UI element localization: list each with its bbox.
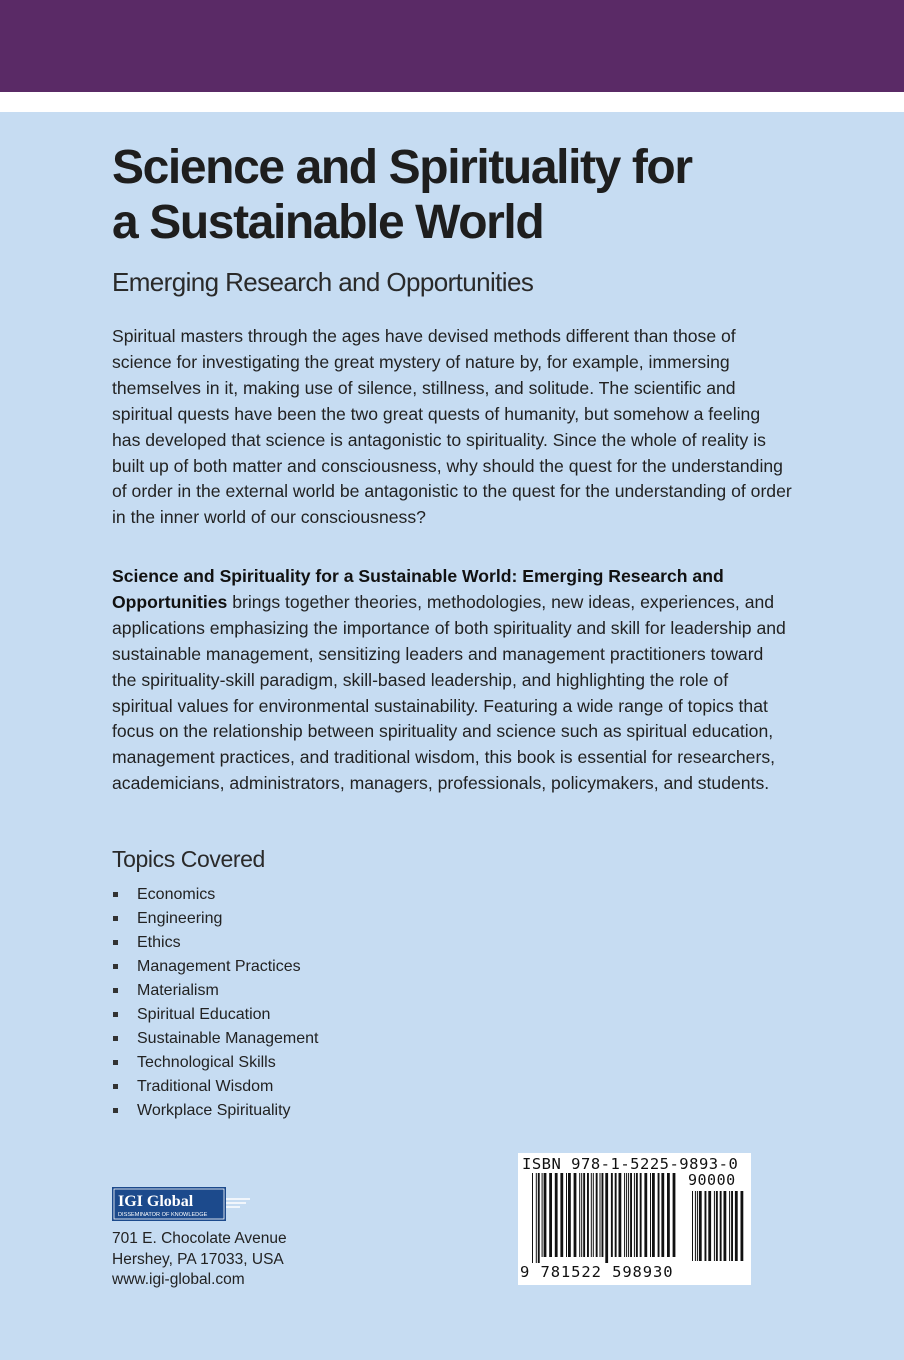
barcode-bar [593,1173,594,1257]
barcode-bar [650,1173,651,1257]
barcode-bar [714,1191,715,1261]
topic-item: Traditional Wisdom [112,1075,318,1099]
addon-barcode-bars [692,1191,746,1263]
barcode-bar [611,1173,613,1257]
barcode-bar [555,1173,558,1257]
igi-global-logo [112,1187,252,1223]
logo-wordmark: IGI Global [118,1193,194,1210]
barcode-bar [716,1191,718,1261]
barcode-bar [705,1191,707,1261]
description-paragraph-2 [112,564,792,797]
topic-item: Spiritual Education [112,1003,318,1027]
barcode-bar [596,1173,598,1257]
barcode-bar [720,1191,722,1261]
barcode-bar [602,1173,604,1257]
address-city: Hershey, PA 17033, USA [112,1250,284,1268]
barcode-bar [731,1191,733,1261]
address-street: 701 E. Chocolate Avenue [112,1230,287,1247]
book-title-line-1: Science and Spirituality for [112,141,692,194]
description-paragraph-2-text: brings together theories, methodologies, new ideas, experiences, and applications emphasizing the importance of both spirituality and skill for leadership and sustainable management, sensitizing leaders and management practitioners toward the spirituality-skill paradigm, skill-based leadership, and highlighting the role of spiritual values for environmental sustainability. Featuring a wide range of topics that focus on the relationship between spirituality and science such as spiritual education, management practices, and traditional wisdom, this book is essential for researchers, academicians, administrators, managers, professionals, policymakers, and students. [112,591,786,794]
barcode-bar [640,1173,642,1257]
barcode-bar [600,1173,601,1257]
topic-item: Technological Skills [112,1051,318,1075]
barcode-bar [724,1191,727,1261]
barcode-bar [636,1173,638,1257]
barcode-bar [699,1191,702,1261]
barcode-bar [667,1173,670,1257]
barcode-bar [630,1173,632,1257]
barcode-bar [579,1173,580,1257]
barcode-bar [692,1191,693,1261]
logo-tagline: DISSEMINATOR OF KNOWLEDGE [118,1212,208,1218]
barcode-bar [673,1173,676,1257]
barcode-bar [538,1173,540,1263]
ean-digits: 9 781522 598930 [520,1263,674,1281]
description-paragraph-1: Spiritual masters through the ages have devised methods different than those of science for investigating the great mystery of nature by, for example, immersing themselves in it, making use of silence, stillness, and solitude. The scientific and spiritual quests have been the two great quests of humanity, but somehow a feeling has developed that science is antagonistic to spirituality. Since the whole of reality is built up of both matter and consciousness, why should the quest for the understanding of order in the external world be antagonistic to the quest for the understanding of order in the inner world of our consciousness? [112,326,792,528]
barcode-bar [536,1173,537,1263]
barcode-bar [695,1191,696,1261]
barcode-bar [542,1173,543,1257]
topic-item: Economics [112,883,318,907]
book-title-line-2: a Sustainable World [112,196,544,249]
barcode-bar [544,1173,547,1257]
topic-item: Ethics [112,931,318,955]
barcode-bar [615,1173,617,1257]
barcode-bar [644,1173,647,1257]
barcode-bar [581,1173,582,1257]
barcode-bar [729,1191,730,1261]
topic-item: Sustainable Management [112,1027,318,1051]
book-title [112,140,832,250]
barcode-bar [574,1173,577,1257]
price-code: 90000 [688,1171,736,1189]
barcode-bar [566,1173,567,1257]
ean-barcode-bars [532,1173,682,1263]
barcode-bar [708,1191,711,1261]
barcode-bar [560,1173,563,1257]
barcode-bar [628,1173,629,1257]
topics-list [112,883,318,1123]
publisher-website: www.igi-global.com [112,1271,245,1288]
barcode-bar [741,1191,744,1261]
isbn-barcode [518,1153,751,1285]
barcode-bar [626,1173,627,1257]
barcode-bar [624,1173,625,1257]
barcode-bar [652,1173,655,1257]
white-divider-band [0,92,904,112]
barcode-bar [658,1173,660,1257]
barcode-bar [605,1173,608,1263]
topic-item: Management Practices [112,955,318,979]
barcode-bar [661,1173,664,1257]
topics-heading: Topics Covered [112,846,265,872]
barcode-bar [697,1191,698,1261]
barcode-bar [735,1191,738,1261]
topic-item: Engineering [112,907,318,931]
barcode-bar [634,1173,635,1257]
topic-item: Materialism [112,979,318,1003]
barcode-bar [549,1173,552,1257]
isbn-text: ISBN 978-1-5225-9893-0 [522,1155,739,1173]
topic-item: Workplace Spirituality [112,1099,318,1123]
barcode-bar [532,1173,533,1263]
barcode-bar [587,1173,589,1257]
publisher-address [112,1229,287,1291]
barcode-bar [583,1173,585,1257]
book-subtitle: Emerging Research and Opportunities [112,267,534,297]
barcode-bar [619,1173,622,1257]
top-color-band [0,0,904,92]
description-bold-title: Science and Spirituality for a Sustainable World: Emerging Research and Opportunities [112,566,724,612]
barcode-bar [591,1173,592,1257]
barcode-bar [568,1173,571,1257]
